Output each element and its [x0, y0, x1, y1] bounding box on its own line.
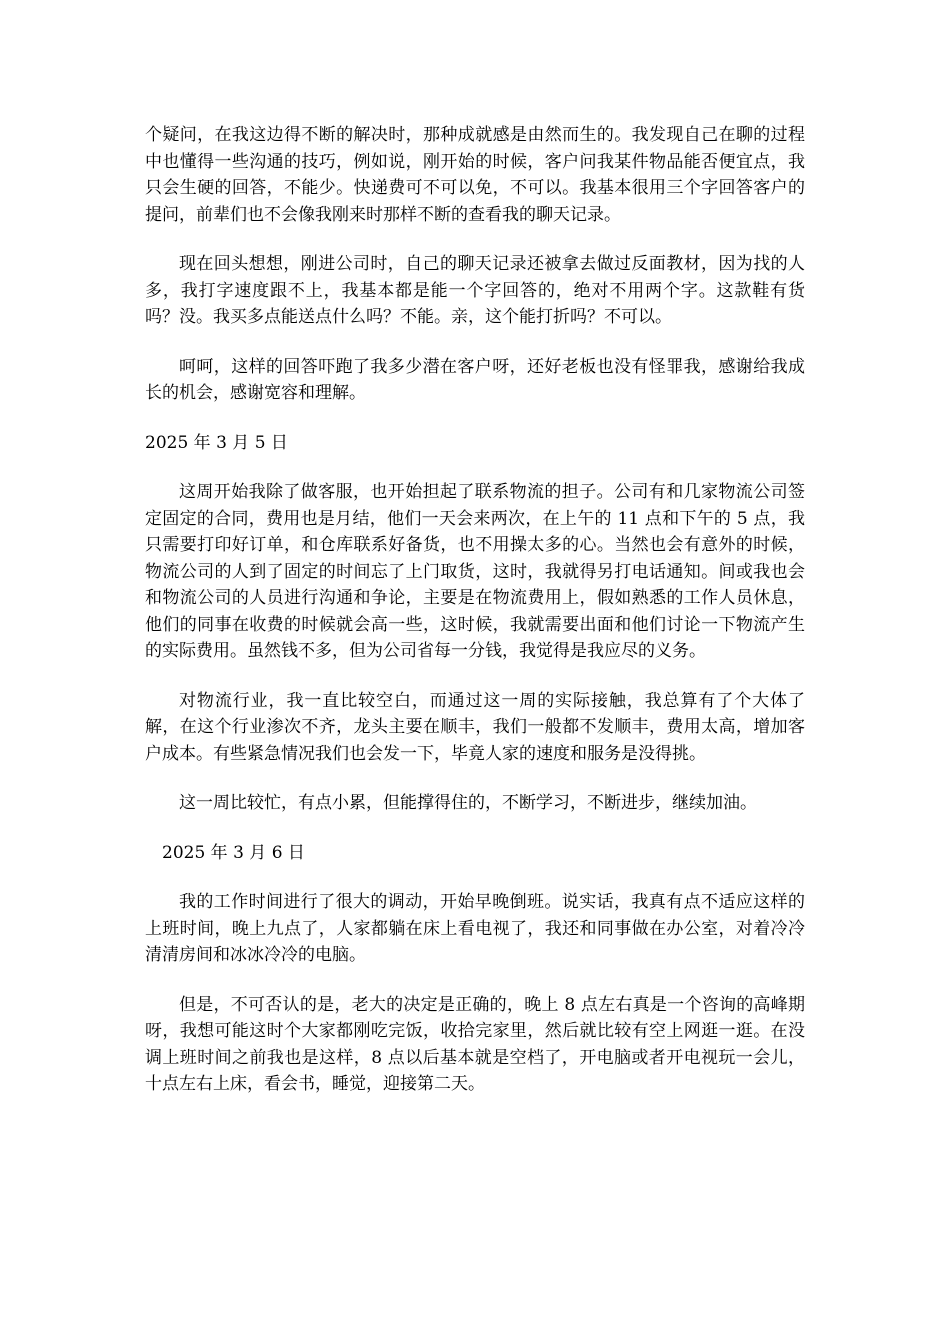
paragraph: 现在回头想想，刚进公司时，自己的聊天记录还被拿去做过反面教材，因为找的人多，我打字速度跟不上，我基本都是能一个字回答的，绝对不用两个字。这款鞋有货吗？没。我买多点能送点什么吗？不能。亲，这个能打折吗？不可以。 — [145, 254, 805, 327]
paragraph: 对物流行业，我一直比较空白，而通过这一周的实际接触，我总算有了个大体了解，在这个行业渗次不齐，龙头主要在顺丰，我们一般都不发顺丰，费用太高，增加客户成本。有些紧急情况我们也会发一下，毕竟人家的速度和服务是没得挑。 — [145, 690, 805, 764]
paragraph-continued: 个疑问，在我这边得不断的解决时，那种成就感是由然而生的。我发现自己在聊的过程中也懂得一些沟通的技巧，例如说，刚开始的时候，客户问我某件物品能否便宜点，我只会生硬的回答，不能少。快递费可不可以免，不可以。我基本很用三个字回答客户的提问，前辈们也不会像我刚来时那样不断的查看我的聊天记录。 — [145, 125, 805, 225]
date-heading: 2025 年 3 月 6 日 — [162, 842, 305, 863]
paragraph: 呵呵，这样的回答吓跑了我多少潜在客户呀，还好老板也没有怪罪我，感谢给我成长的机会，感谢宽容和理解。 — [145, 356, 805, 403]
paragraph: 但是，不可否认的是，老大的决定是正确的，晚上 8 点左右真是一个咨询的高峰期呀，我想可能这时个大家都刚吃完饭，收拾完家里，然后就比较有空上网逛一逛。在没调上班时间之前我也是这样，8 点以后基本就是空档了，开电脑或者开电视玩一会儿，十点左右上床，看会书，睡觉，迎接第二天。 — [145, 994, 805, 1094]
date-heading: 2025 年 3 月 5 日 — [145, 432, 288, 453]
paragraph: 我的工作时间进行了很大的调动，开始早晚倒班。说实话，我真有点不适应这样的上班时间，晚上九点了，人家都躺在床上看电视了，我还和同事做在办公室，对着冷冷清清房间和冰冰冷冷的电脑。 — [145, 892, 805, 965]
paragraph: 这一周比较忙，有点小累，但能撑得住的，不断学习，不断进步，继续加油。 — [179, 793, 757, 813]
paragraph: 这周开始我除了做客服，也开始担起了联系物流的担子。公司有和几家物流公司签定固定的合同，费用也是月结，他们一天会来两次，在上午的 11 点和下午的 5 点，我只需要打印好订单，和仓库联系好备货，也不用操太多的心。当然也会有意外的时候，物流公司的人到了固定的时间忘了上门取货，这时，我就得另打电话通知。间或我也会和物流公司的人员进行沟通和争论，主要是在物流费用上，假如熟悉的工作人员休息，他们的同事在收费的时候就会高一些，这时候，我就需要出面和他们讨论一下物流产生的实际费用。虽然钱不多，但为公司省每一分钱，我觉得是我应尽的义务。 — [145, 482, 805, 661]
document-page — [145, 122, 805, 1121]
